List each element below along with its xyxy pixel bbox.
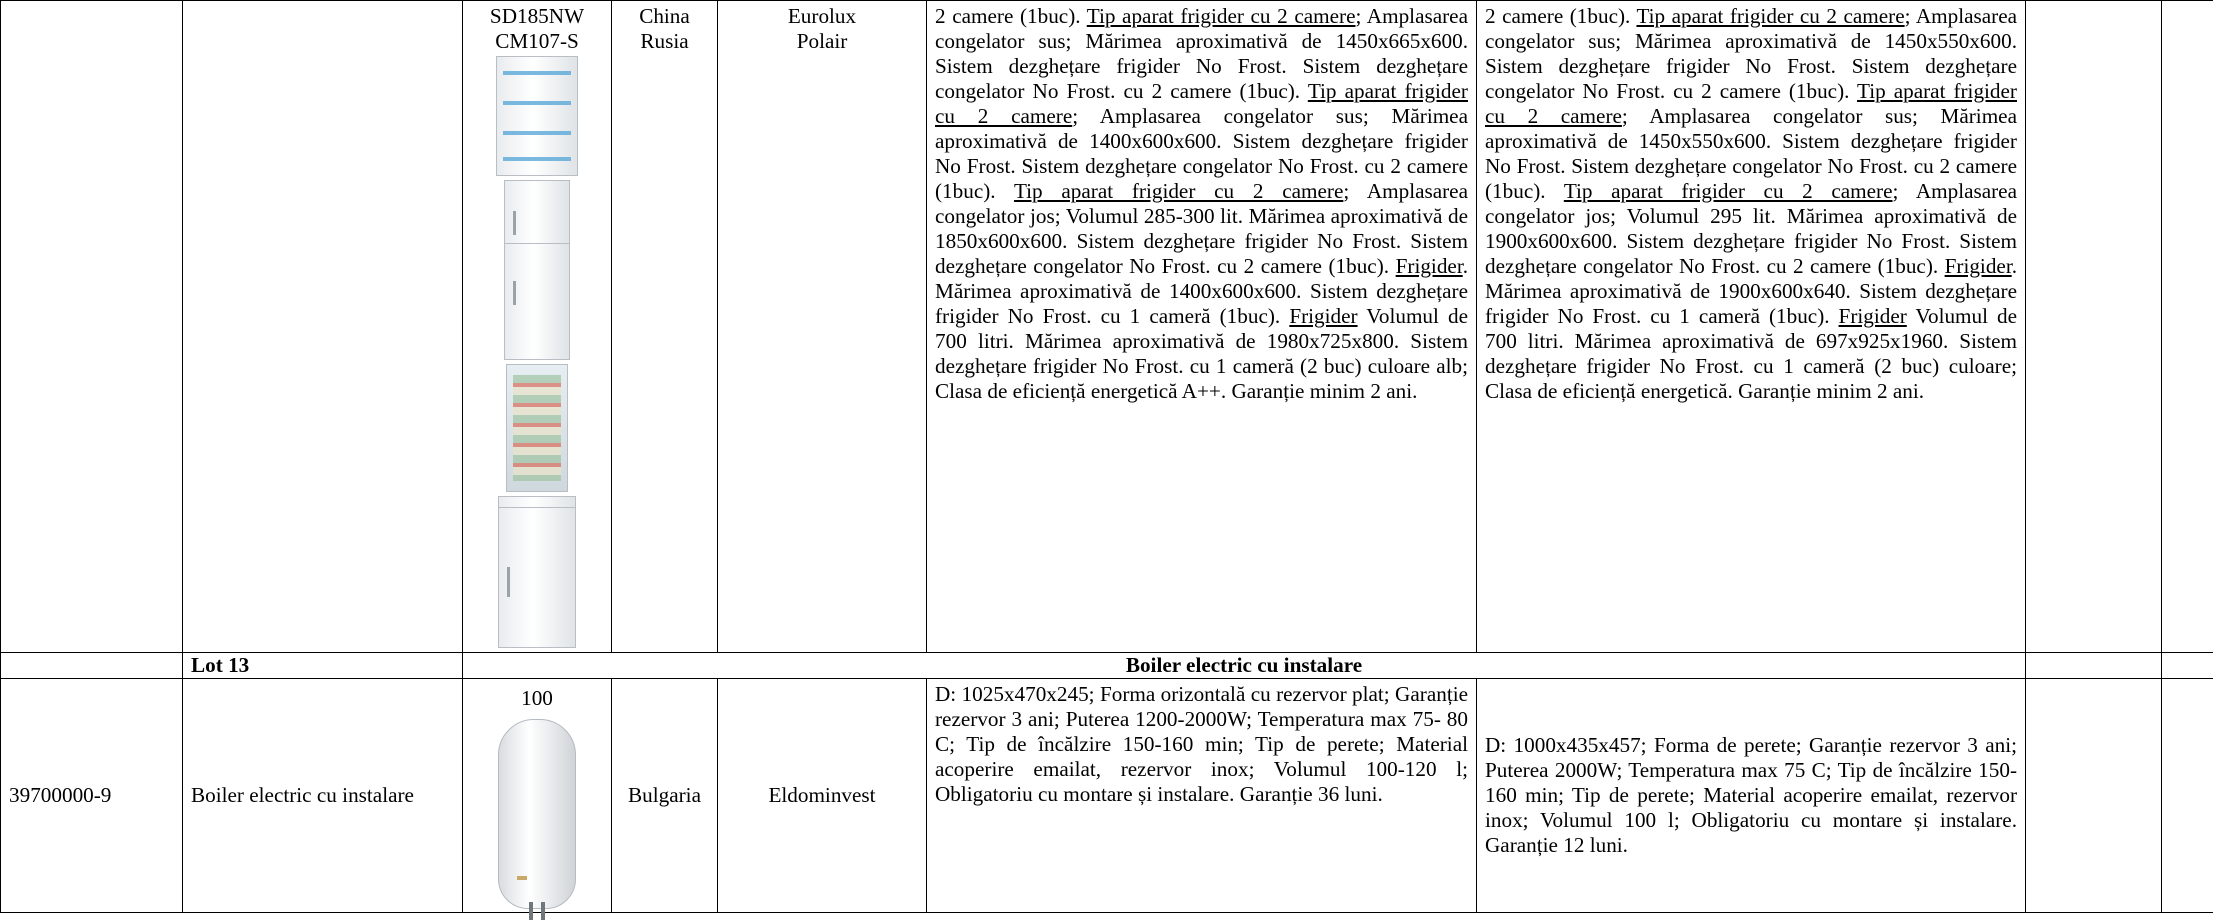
country-text: China [620,4,709,29]
code-cell [1,1,183,653]
lot-label: Lot 13 [183,653,463,679]
country-cell: Bulgaria [612,679,718,913]
spec-text: . Mărimea aproximativă de 1900x600x640. Sistem dezghețare frigider No Frost. cu 1 cameră (1buc). [1485,254,2017,328]
empty-cell [1,653,183,679]
brand-text: Polair [726,29,918,54]
underlined-text: Tip aparat frigider cu 2 camere [1636,4,1904,28]
spec-text: Volumul de 700 litri. Mărimea aproximativă de 697x925x1960. Sistem dezghețare frigider No Frost. cu 1 cameră (2 buc) culoare; Clasa de eficiență energetică. Garanție minim 2 ani. [1485,304,2017,403]
spec-text: ; Amplasarea congelator jos; Volumul 295 lit. Mărimea aproximativă de 1900x600x600. Sistem dezghețare frigider No Frost. Sistem dezghețare congelator No Frost. cu 2 camere (1buc). [1485,179,2017,278]
brand-text: Eurolux [726,4,918,29]
model-cell [463,1,612,653]
underlined-text: Frigider [1839,304,1907,328]
empty-cell [2162,1,2213,653]
empty-cell [2026,679,2162,913]
name-cell [183,1,463,653]
table-row [1,1,2213,653]
underlined-text: Frigider [1945,254,2012,278]
spec-text: ; Amplasarea congelator sus; Mărimea aproximativă de 1450x665x600. Sistem dezghețare frigider No Frost. Sistem dezghețare congelator No Frost. cu 2 camere (1buc). [935,4,1468,103]
model-text: SD185NW [471,4,603,29]
required-spec-text [935,4,1468,404]
underlined-text: Tip aparat frigider cu 2 camere [1485,79,2017,128]
underlined-text: Frigider [1289,304,1357,328]
name-cell: Boiler electric cu instalare [183,679,463,913]
spec-text: ; Amplasarea congelator sus; Mărimea aproximativă de 1450x550x600. Sistem dezghețare frigider No Frost. Sistem dezghețare congelator No Frost. cu 2 camere (1buc). [1485,4,2017,103]
empty-cell [2162,679,2213,913]
spec-text: ; Amplasarea congelator sus; Mărimea aproximativă de 1400x600x600. Sistem dezghețare frigider No Frost. Sistem dezghețare congelator No Frost. cu 2 camere (1buc). [935,104,1468,203]
empty-cell [2026,653,2162,679]
code-cell: 39700000-9 [1,679,183,913]
fridge-image [504,180,570,360]
underlined-text: Tip aparat frigider cu 2 camere [935,79,1468,128]
required-spec-cell [927,1,1477,653]
underlined-text: Tip aparat frigider cu 2 camere [1014,179,1343,203]
spec-text: 2 camere (1buc). [1485,4,1636,28]
empty-cell [2026,1,2162,653]
offered-spec-cell [1477,1,2026,653]
offered-spec-text [1485,4,2017,404]
boiler-image [498,719,576,909]
model-text: 100 [471,686,603,711]
spec-text: Volumul de 700 litri. Mărimea aproximativă de 1980x725x800. Sistem dezghețare frigider No Frost. cu 1 cameră (2 buc) culoare alb; Clasa de eficiență energetică A++. Garanție minim 2 ani. [935,304,1468,403]
model-cell [463,679,612,913]
country-text: Rusia [620,29,709,54]
fridge-images [471,56,603,648]
brand-cell [718,1,927,653]
underlined-text: Tip aparat frigider cu 2 camere [1564,179,1893,203]
fridge-image [496,56,578,176]
spec-text: ; Amplasarea congelator jos; Volumul 285-300 lit. Mărimea aproximativă de 1850x600x600. Sistem dezghețare frigider No Frost. Sistem dezghețare congelator No Frost. cu 2 camere (1buc). [935,179,1468,278]
table-row [1,679,2213,913]
lot-row [1,653,2213,679]
required-spec-cell: D: 1025x470x245; Forma orizontală cu rezervor plat; Garanție rezervor 3 ani; Puterea 1200-2000W; Temperatura max 75- 80 C; Tip de încălzire 150-160 min; Tip de perete; Material acoperire emailat, rezervor inox; Volumul 100-120 l; Obligatoriu cu montare și instalare. Garanție 36 luni. [927,679,1477,913]
underlined-text: Frigider [1396,254,1463,278]
country-cell [612,1,718,653]
spec-text: . Mărimea aproximativă de 1400x600x600. Sistem dezghețare frigider No Frost. cu 1 cameră (1buc). [935,254,1468,328]
brand-cell: Eldominvest [718,679,927,913]
fridge-image [498,496,576,648]
model-text: CM107-S [471,29,603,54]
boiler-images [471,713,603,909]
spec-text: ; Amplasarea congelator sus; Mărimea aproximativă de 1450x550x600. Sistem dezghețare frigider No Frost. Sistem dezghețare congelator No Frost. cu 2 camere (1buc). [1485,104,2017,203]
lot-title: Boiler electric cu instalare [463,653,2026,679]
spec-text: 2 camere (1buc). [935,4,1087,28]
fridge-image [506,364,568,492]
underlined-text: Tip aparat frigider cu 2 camere [1087,4,1356,28]
offered-spec-cell: D: 1000x435x457; Forma de perete; Garanție rezervor 3 ani; Puterea 2000W; Temperatura max 75 C; Tip de încălzire 150-160 min; Tip de perete; Material acoperire emailat, rezervor inox; Volumul 100 l; Obligatoriu cu montare și instalare. Garanție 12 luni. [1477,679,2026,913]
empty-cell [2162,653,2213,679]
